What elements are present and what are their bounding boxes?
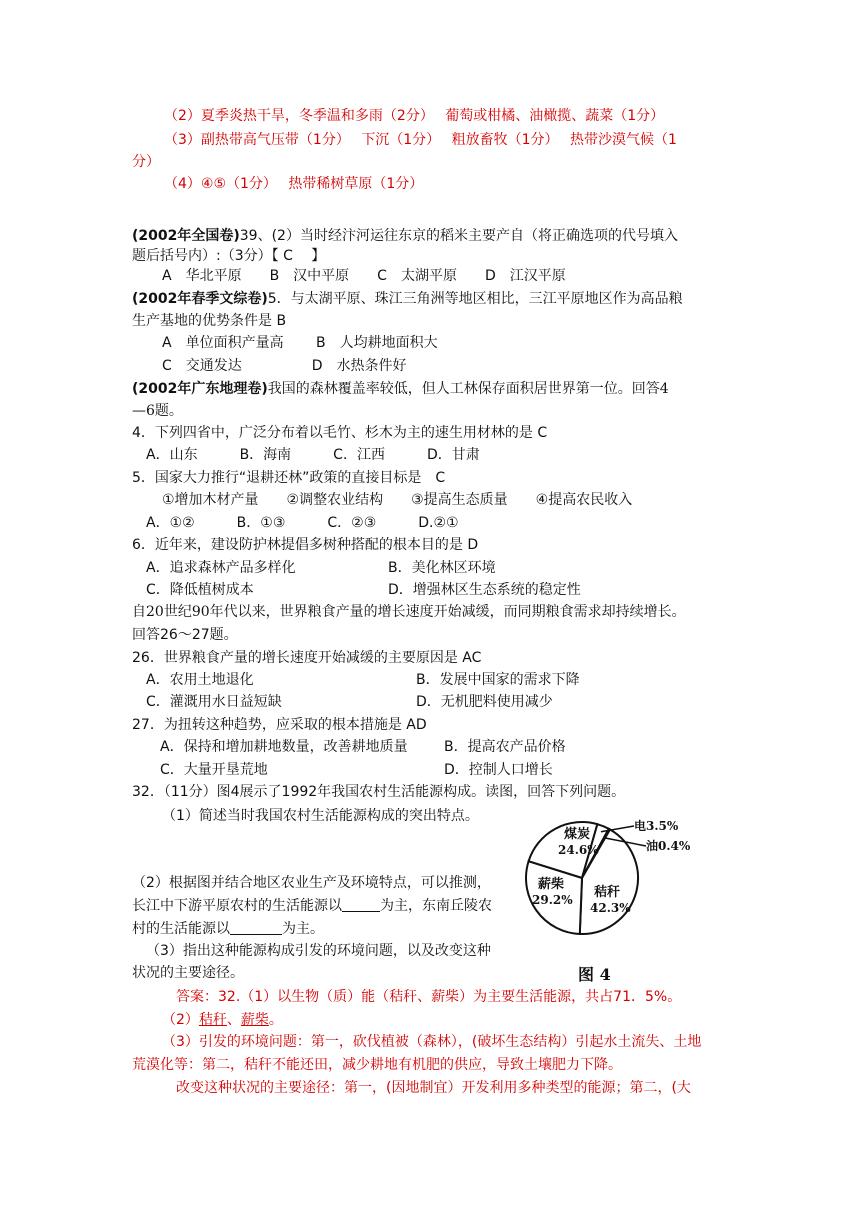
label-firewood: 薪柴 xyxy=(538,877,565,892)
question-32-sub1: （1）简述当时我国农村生活能源构成的突出特点。 xyxy=(162,808,479,824)
question-5-options: A．①② B．①③ C．②③ D.②① xyxy=(146,515,459,531)
question-5-spring xyxy=(132,289,683,309)
question-26: 26．世界粮食产量的增长速度开始减缓的主要原因是 AC xyxy=(132,650,482,666)
intro-grain-cont: 回答26～27题。 xyxy=(132,627,238,643)
question-stem-cont: 题后括号内）:（3分）【 C 】 xyxy=(132,248,326,264)
text: 村的生活能源以 xyxy=(132,921,230,937)
option-row-1: A 单位面积产量高 B 人均耕地面积大 xyxy=(162,335,438,351)
question-32-sub2-cont xyxy=(132,896,492,916)
source-label: (2002年春季文综卷) xyxy=(132,291,268,307)
option-d: D．控制人口增长 xyxy=(444,762,553,778)
option-c: C．降低植树成本 xyxy=(146,582,254,598)
answer-line-3: （3）副热带高气压带（1分） 下沉（1分） 粗放畜牧（1分） 热带沙漠气候（1 xyxy=(164,132,677,148)
value-straw: 42.3% xyxy=(590,901,631,915)
source-label: (2002年广东地理卷) xyxy=(132,381,268,397)
option-b: B．发展中国家的需求下降 xyxy=(416,672,580,688)
option-a: A．保持和增加耕地数量，改善耕地质量 xyxy=(160,739,408,755)
text: （2） xyxy=(162,1012,199,1028)
question-32-sub2-cont2 xyxy=(132,919,324,939)
text: 长江中下游平原农村的生活能源以 xyxy=(132,898,342,914)
label-straw: 秸秆 xyxy=(594,885,621,900)
answer-line-3-cont: 分） xyxy=(132,154,160,170)
option-c: C．灌溉用水日益短缺 xyxy=(146,694,282,710)
text: 为主。 xyxy=(282,921,324,937)
question-5: 5．国家大力推行“退耕还林”政策的直接目标是 C xyxy=(132,470,446,486)
answer-y: 薪柴 xyxy=(240,1012,269,1028)
label-oil: 油0.4% xyxy=(646,839,691,853)
text: 为主，东南丘陵农 xyxy=(380,898,492,914)
question-39 xyxy=(132,226,678,246)
question-32-sub3-cont: 状况的主要途径。 xyxy=(132,965,244,981)
option-a: A．农用土地退化 xyxy=(146,672,254,688)
answer-32-4: 改变这种状况的主要途径：第一，(因地制宜）开发利用多种类型的能源；第二，(大 xyxy=(176,1080,691,1096)
option-b: B．美化林区环境 xyxy=(388,560,496,576)
question-32: 32．（11分）图4展示了1992年我国农村生活能源构成。读图，回答下列问题。 xyxy=(132,784,626,800)
figure-caption: 图 4 xyxy=(578,965,611,984)
label-electricity: 电3.5% xyxy=(634,819,679,833)
text: 、 xyxy=(226,1012,241,1028)
question-4: 4．下列四省中，广泛分布着以毛竹、杉木为主的速生用材林的是 C xyxy=(132,425,548,441)
energy-pie-chart xyxy=(520,808,720,958)
answer-blank-1[interactable] xyxy=(342,897,380,912)
option-c: C．大量开垦荒地 xyxy=(160,762,268,778)
label-coal: 煤炭 xyxy=(564,827,591,842)
option-d: D．无机肥料使用减少 xyxy=(416,694,553,710)
answer-32-2 xyxy=(162,1010,283,1030)
answer-32-3: （3）引发的环境问题：第一，砍伐植被（森林），(破坏生态结构）引起水土流失、土地 xyxy=(162,1034,702,1050)
option-a: A．追求森林产品多样化 xyxy=(146,560,296,576)
answer-32-1: 答案：32.（1）以生物（质）能（秸秆、薪柴）为主要生活能源，共占71．5%。 xyxy=(176,989,682,1005)
option-b: B．提高农产品价格 xyxy=(444,739,566,755)
question-5-items: ①增加木材产量 ②调整农业结构 ③提高生态质量 ④提高农民收入 xyxy=(162,492,633,508)
intro-text: 我国的森林覆盖率较低，但人工林保存面积居世界第一位。回答4 xyxy=(267,381,669,397)
value-coal: 24.6% xyxy=(558,843,599,857)
answer-x: 秸秆 xyxy=(198,1012,227,1028)
question-stem: 5．与太湖平原、珠江三角洲等地区相比，三江平原地区作为高品粮 xyxy=(267,291,683,307)
question-32-sub3: （3）指出这种能源构成引发的环境问题，以及改变这种 xyxy=(146,943,491,959)
question-options: A 华北平原 B 汉中平原 C 太湖平原 D 江汉平原 xyxy=(162,268,566,284)
question-27: 27．为扭转这种趋势，应采取的根本措施是 AD xyxy=(132,717,427,733)
value-firewood: 29.2% xyxy=(532,893,573,907)
text: 。 xyxy=(268,1012,283,1028)
option-row-2: C 交通发达 D 水热条件好 xyxy=(162,358,407,374)
question-stem: 39、(2）当时经汴河运往东京的稻米主要产自（将正确选项的代号填入 xyxy=(239,228,678,244)
answer-line-2: （2）夏季炎热干旱，冬季温和多雨（2分） 葡萄或柑橘、油橄揽、蔬菜（1分） xyxy=(164,108,665,124)
source-label: (2002年全国卷) xyxy=(132,228,240,244)
question-stem-cont: 生产基地的优势条件是 B xyxy=(132,313,287,329)
intro-text-cont: —6题。 xyxy=(132,403,183,419)
answer-line-4: （4）④⑤（1分） 热带稀树草原（1分） xyxy=(164,176,424,192)
answer-blank-2[interactable] xyxy=(230,920,282,935)
question-6: 6．近年来，建设防护林提倡多树种搭配的根本目的是 D xyxy=(132,537,479,553)
intro-grain: 自20世纪90年代以来，世界粮食产量的增长速度开始减缓，而同期粮食需求却持续增长。 xyxy=(132,604,686,620)
answer-32-3-cont: 荒漠化等：第二，秸秆不能还田，减少耕地有机肥的供应，导致土壤肥力下降。 xyxy=(132,1057,622,1073)
option-d: D．增强林区生态系统的稳定性 xyxy=(388,582,581,598)
question-4-options: A．山东 B．海南 C．江西 D．甘肃 xyxy=(146,447,480,463)
intro-forest xyxy=(132,379,669,399)
question-32-sub2: （2）根据图并结合地区农业生产及环境特点，可以推测， xyxy=(132,875,491,891)
